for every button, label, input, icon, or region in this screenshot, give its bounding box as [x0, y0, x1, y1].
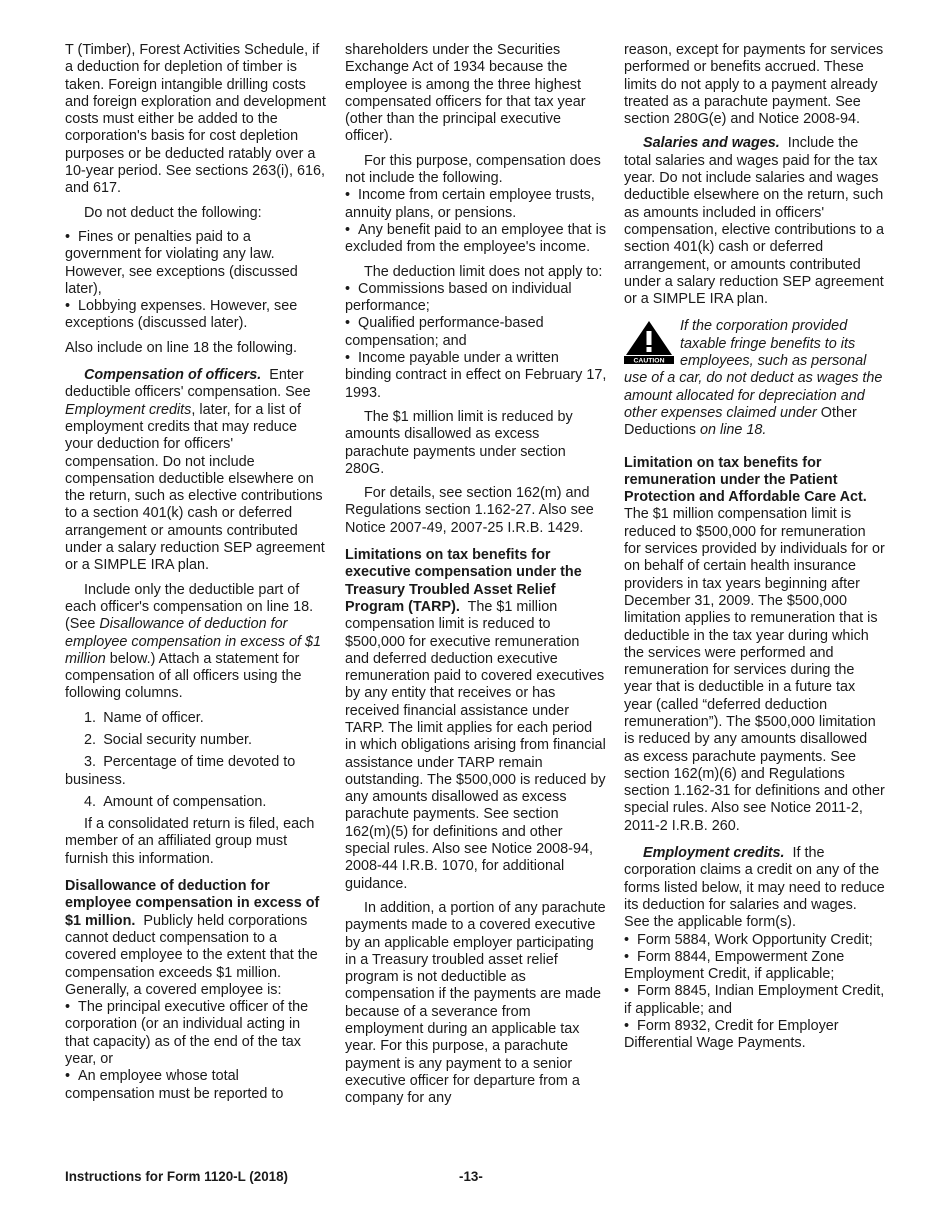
list-item: 3. Percentage of time devoted to business.: [65, 754, 296, 788]
paragraph: reason, except for payments for services performed or benefits accrued. These limits do not apply to a payment already treated as a parachute payment. See section 280G(e) and Notice 2008-94.: [624, 42, 884, 128]
bullet-item: • Form 8932, Credit for Employer Differential Wage Payments.: [624, 1018, 839, 1052]
paragraph: The deduction limit does not apply to:: [364, 263, 603, 280]
section-heading: Disallowance of deduction for employee compensation in excess of $1 million.: [65, 878, 320, 929]
cross-reference: Employment credits: [65, 401, 192, 418]
bullet-item: • The principal executive officer of the corporation (or an individual acting in that capacity) as of the end of the tax year, or: [65, 999, 309, 1068]
paragraph: T (Timber), Forest Activities Schedule, if a deduction for depletion of timber is taken. Foreign intangible drilling costs and foreign exploration and development costs must either be added to the corporation's basis for cost depletion purposes or be deducted ratably over a 10-year period. See sections 263(i), 616, and 617.: [65, 42, 326, 197]
caution-label: CAUTION: [633, 357, 665, 365]
bullet-item: • Form 5884, Work Opportunity Credit;: [624, 931, 873, 948]
bullet-item: • Form 8845, Indian Employment Credit, if applicable; and: [624, 983, 885, 1017]
ppaca-section: Limitation on tax benefits for remuneration under the Patient Protection and Affordable Care Act. The $1 million compensation limit is reduced to $500,000 for remuneration for services provided by individuals for or on behalf of certain health insurance providers in tax years beginning after December 31, 2009. The $500,000 limitation applies to remuneration that is deductible in the tax year during which the services were performed and remuneration for services during the year that is deductible in a future tax year (called “deferred deduction remuneration”). The $500,000 limitation is reduced by any amounts disallowed as excess parachute payments. See section 162(m)(6) and Regulations section 1.162-31 for definitions and other special rules. Also see Notice 2011-2, 2011-2 I.R.B. 260.: [624, 454, 885, 834]
disallowance-section: Disallowance of deduction for employee compensation in excess of $1 million. Publicly held corporations cannot deduct compensation to a covered employee to the extent that the compensation exceeds $1 million. Generally, a covered employee is:: [65, 878, 320, 998]
paragraph: The $1 million limit is reduced by amounts disallowed as excess parachute payments under section 280G.: [345, 408, 573, 477]
footer-form-title: Instructions for Form 1120-L (2018): [65, 1169, 288, 1184]
paragraph: In addition, a portion of any parachute payments made to a covered executive by an applicable employer participating in a Treasury troubled asset relief program is not deductible as compensation if the payments are made because of a severance from employment during an applicable tax year. For this purpose, a parachute payment is any payment to a senior executive officer for departure from a company for any: [345, 899, 606, 1107]
column-1: [65, 42, 327, 1103]
paragraph: If a consolidated return is filed, each member of an affiliated group must furnish this information.: [65, 816, 315, 867]
section-heading: Employment credits.: [643, 845, 785, 862]
bullet-item: • Qualified performance-based compensation; and: [345, 315, 544, 349]
compensation-of-officers: Compensation of officers. Enter deductible officers' compensation. See Employment credits, later, for a list of employment credits that may reduce your deduction for officers' compensation. Do not include compensation deductible elsewhere on the return, such as elective contributions to a section 401(k) cash or deferred arrangement or amounts contributed under a salary reduction SEP agreement or a SIMPLE IRA plan.: [65, 367, 325, 574]
bullet-item: • Fines or penalties paid to a government for violating any law. However, see exceptions (discussed later),: [65, 228, 298, 297]
bullet-item: • An employee whose total compensation must be reported to: [65, 1068, 284, 1102]
paragraph: Include only the deductible part of each officer's compensation on line 18. (See Disallowance of deduction for employee compensation in excess of $1 million below.) Attach a statement for compensation of all officers using the following columns.: [65, 581, 321, 702]
page-number: -13-: [459, 1169, 483, 1184]
bullet-item: • Lobbying expenses. However, see exceptions (discussed later).: [65, 298, 298, 332]
paragraph: Also include on line 18 the following.: [65, 339, 297, 356]
section-heading: Limitations on tax benefits for executive compensation under the Treasury Troubled Asset Relief Program (TARP).: [345, 547, 582, 615]
list-item: 1. Name of officer.: [84, 709, 204, 726]
section-heading: Compensation of officers.: [84, 367, 262, 384]
paragraph: shareholders under the Securities Exchange Act of 1934 because the employee is among the three highest compensated officers for that tax year (other than the principal executive officer).: [345, 42, 586, 145]
section-heading: Limitation on tax benefits for remuneration under the Patient Protection and Affordable Care Act.: [624, 454, 867, 506]
cross-reference: Disallowance of deduction for employee compensation in excess of $1 million: [65, 616, 321, 667]
paragraph: For details, see section 162(m) and Regulations section 1.162-27. Also see Notice 2007-49, 2007-25 I.R.B. 1429.: [345, 485, 594, 536]
bullet-item: • Any benefit paid to an employee that is excluded from the employee's income.: [345, 221, 607, 256]
salaries-section: Salaries and wages. Include the total salaries and wages paid for the tax year. Do not include salaries and wages deductible elsewhere on the return, such as amounts included in officers' compensation, elective contributions to a section 401(k) cash or deferred arrangement, or amounts contributed under a salary reduction SEP agreement or a SIMPLE IRA plan.: [624, 135, 884, 308]
bullet-item: • Income payable under a written binding contract in effect on February 17, 1993.: [345, 350, 607, 401]
paragraph: For this purpose, compensation does not include the following.: [345, 152, 601, 187]
caution-icon: [624, 320, 674, 364]
caution-note: CAUTION If the corporation provided taxable fringe benefits to its employees, such as personal use of a car, do not deduct as wages the amount allocated for depreciation and other expenses claimed under Other Deductions on line 18.: [624, 318, 883, 439]
column-3: [624, 42, 886, 1053]
employment-credits-section: Employment credits. If the corporation claims a credit on any of the forms listed below, it may need to reduce its deduction for salaries and wages. See the applicable form(s).: [624, 845, 885, 931]
tarp-section: Limitations on tax benefits for executive compensation under the Treasury Troubled Asset Relief Program (TARP). The $1 million compensation limit is reduced to $500,000 for executive remuneration and deferred deduction executive remuneration paid to covered executives by any entity that receives or has received financial assistance under TARP. The limit applies for each period in which obligations arising from financial assistance under TARP remain outstanding. The $500,000 is reduced by any amounts disallowed as excess parachute payments. See section 162(m)(5) for definitions and other special rules. Also see Notice 2008-94, 2008-44 I.R.B. 1070, for additional guidance.: [345, 547, 606, 892]
paragraph: Do not deduct the following:: [84, 204, 262, 221]
list-item: 4. Amount of compensation.: [84, 793, 267, 810]
list-item: 2. Social security number.: [84, 731, 252, 748]
bullet-item: • Income from certain employee trusts, annuity plans, or pensions.: [345, 187, 595, 221]
column-2: [345, 42, 607, 1115]
section-heading: Salaries and wages.: [643, 135, 780, 152]
bullet-item: • Commissions based on individual performance;: [345, 280, 572, 315]
bullet-item: • Form 8844, Empowerment Zone Employment Credit, if applicable;: [624, 948, 845, 983]
